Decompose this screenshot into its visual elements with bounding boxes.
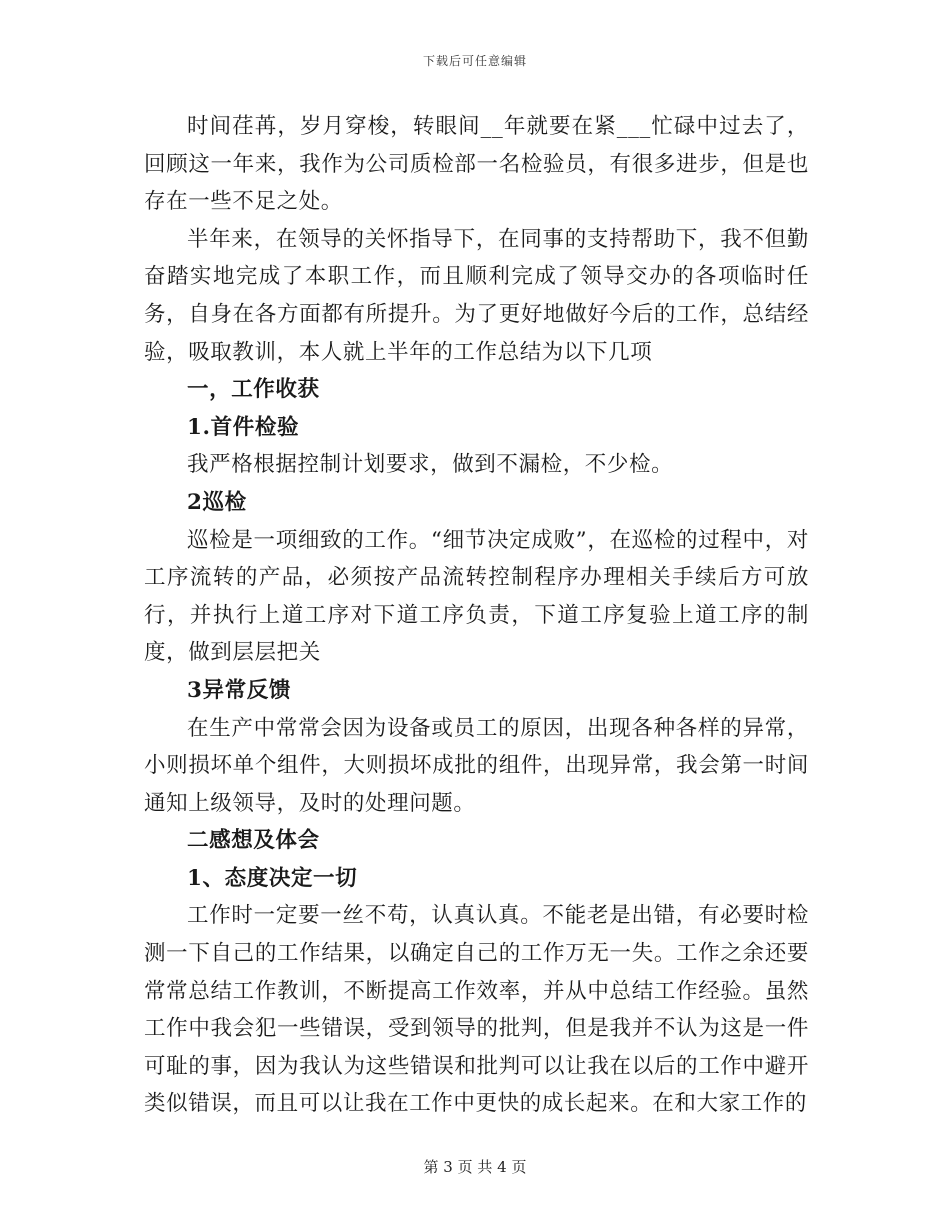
- paragraph-exception: 在生产中常常会因为设备或员工的原因，出现各种各样的异常，小则损坏单个组件，大则损坏成批的组件，出现异常，我会第一时间通知上级领导，及时的处理问题。: [144, 715, 809, 816]
- subheading-patrol-inspection: 2巡检: [187, 489, 247, 515]
- page-header: 下载后可任意编辑: [422, 54, 527, 68]
- section-heading-gains: 一，工作收获: [187, 377, 320, 403]
- paragraph-first-article: 我严格根据控制计划要求，做到不漏检，不少检。: [187, 452, 674, 478]
- document-body: [144, 108, 809, 1123]
- subheading-exception-feedback: 3异常反馈: [187, 677, 291, 703]
- paragraph-intro: 时间荏苒，岁月穿梭，转眼间__年就要在紧___忙碌中过去了，回顾这一年来，我作为公司质检部一名检验员，有很多进步，但是也存在一些不足之处。: [144, 114, 809, 215]
- section-heading-reflections: 二感想及体会: [187, 828, 320, 854]
- subheading-first-article-inspection: 1.首件检验: [187, 414, 300, 440]
- paragraph-attitude: 工作时一定要一丝不苟，认真认真。不能老是出错，有必要时检测一下自己的工作结果，以确定自己的工作万无一失。工作之余还要常常总结工作教训，不断提高工作效率，并从中总结工作经验。虽然工作中我会犯一些错误，受到领导的批判，但是我并不认为这是一件可耻的事，因为我认为这些错误和批判可以让我在以后的工作中避开类似错误，而且可以让我在工作中更快的成长起来。在和大家工作的: [144, 903, 809, 1117]
- paragraph-summary: 半年来，在领导的关怀指导下，在同事的支持帮助下，我不但勤奋踏实地完成了本职工作，而且顺利完成了领导交办的各项临时任务，自身在各方面都有所提升。为了更好地做好今后的工作，总结经验，吸取教训，本人就上半年的工作总结为以下几项: [144, 226, 809, 365]
- paragraph-patrol: 巡检是一项细致的工作。“细节决定成败”，在巡检的过程中，对工序流转的产品，必须按产品流转控制程序办理相关手续后方可放行，并执行上道工序对下道工序负责，下道工序复验上道工序的制度，做到层层把关: [144, 527, 809, 666]
- subheading-attitude: 1、态度决定一切: [187, 865, 358, 891]
- page-number: 第 3 页 共 4 页: [423, 1158, 527, 1176]
